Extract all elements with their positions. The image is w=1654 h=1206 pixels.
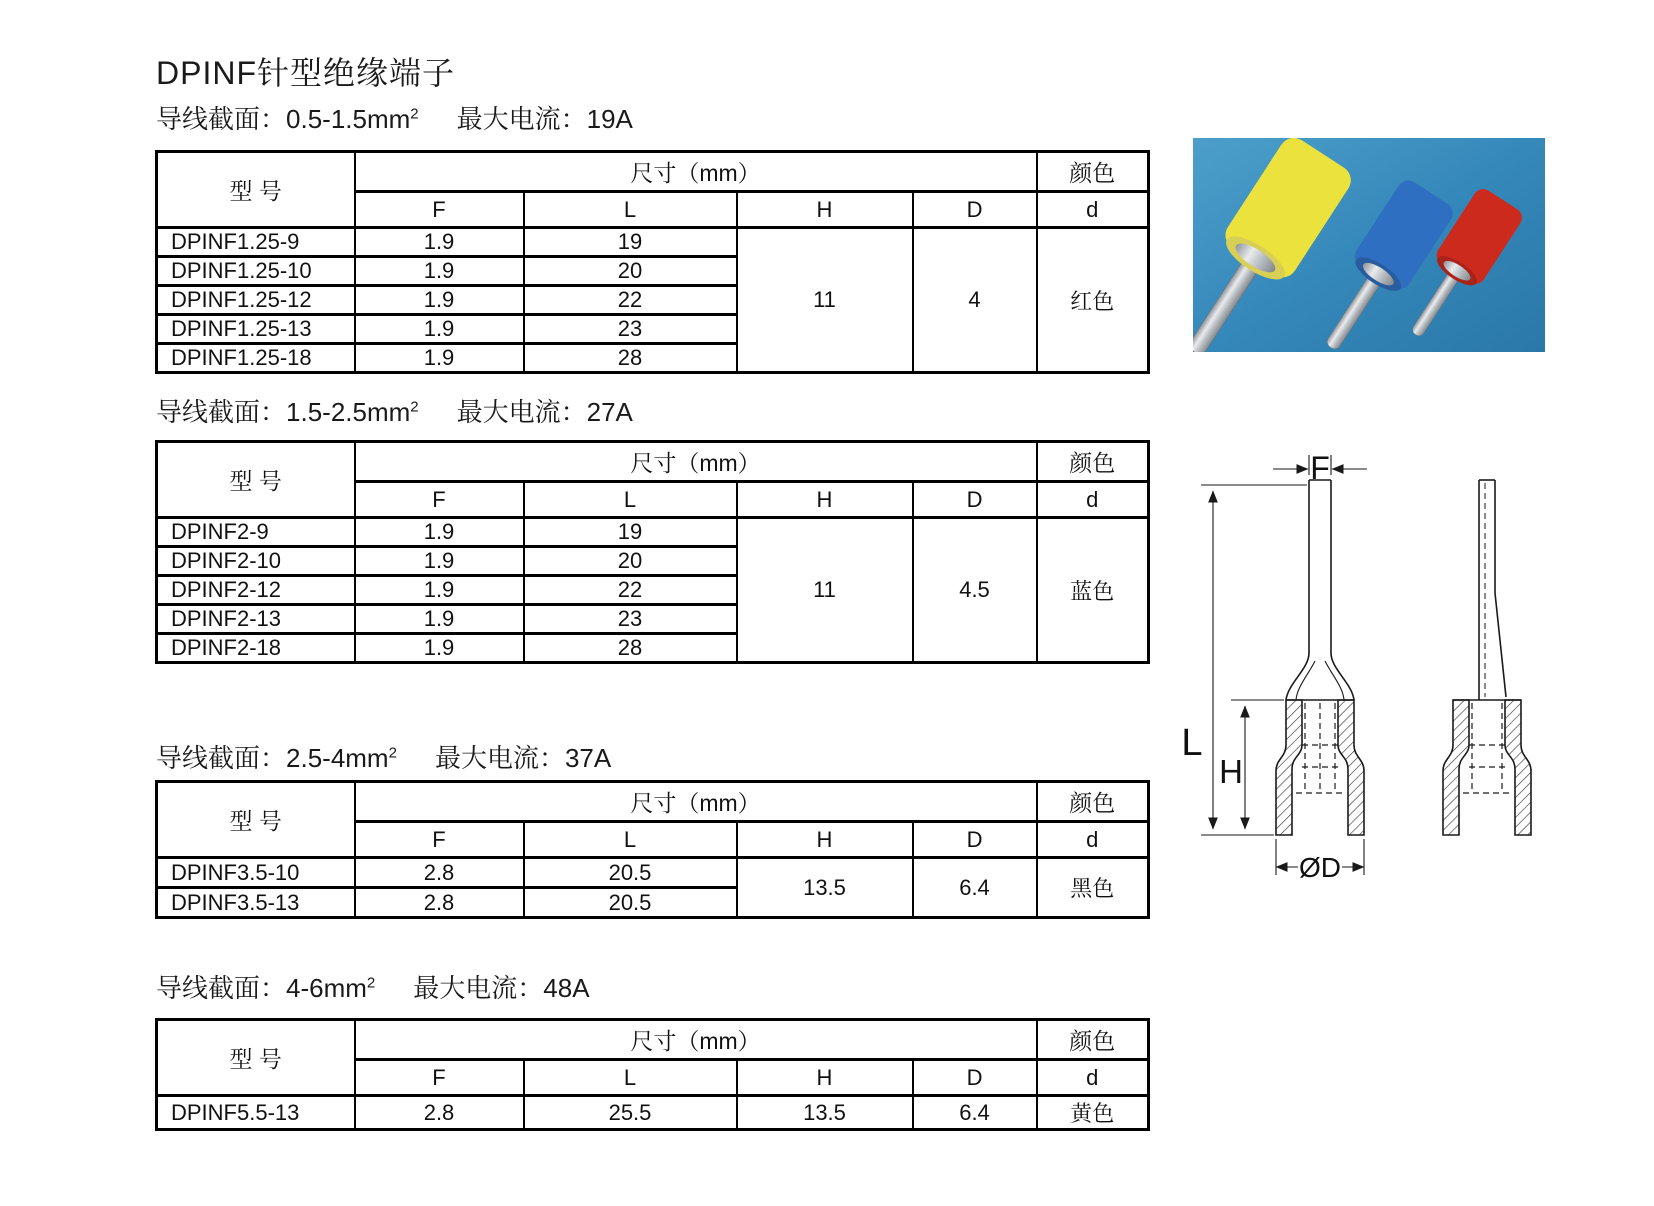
l-cell: 28 [524,344,737,373]
f-cell: 1.9 [355,286,524,315]
spec-table-1 [155,150,1150,374]
header-model: 型 号 [157,152,355,228]
header-D: D [913,822,1037,858]
f-cell: 1.9 [355,228,524,257]
wire-section-value: 2.5-4mm [286,743,389,773]
max-current-value: 37A [564,743,612,773]
l-cell: 20.5 [524,888,737,918]
label-F: F [1310,450,1330,486]
section-1-subtitle [156,99,633,136]
header-L: L [524,822,737,858]
d-merged-cell: 4.5 [913,518,1037,663]
l-cell: 25.5 [524,1096,737,1130]
l-cell: 19 [524,228,737,257]
header-H: H [737,1060,913,1096]
max-current-label: 最大电流： [434,743,565,773]
header-d-small: d [1037,192,1149,228]
model-cell: DPINF1.25-10 [157,257,355,286]
d-merged-cell: 6.4 [913,858,1037,918]
l-cell: 23 [524,605,737,634]
max-current-label: 最大电流： [413,973,544,1003]
color-merged-cell: 黑色 [1037,858,1149,918]
header-color: 颜色 [1037,442,1149,482]
header-dims: 尺寸（mm） [355,442,1037,482]
wire-section-label: 导线截面： [156,973,287,1003]
h-merged-cell: 11 [737,228,913,373]
max-current-value: 48A [543,973,590,1003]
wire-section-label: 导线截面： [156,104,287,134]
f-cell: 1.9 [355,344,524,373]
header-F: F [355,482,524,518]
header-dims: 尺寸（mm） [355,152,1037,192]
f-cell: 2.8 [355,888,524,918]
header-dims: 尺寸（mm） [355,782,1037,822]
f-cell: 1.9 [355,634,524,663]
l-cell: 22 [524,576,737,605]
section-2-subtitle [156,392,633,429]
section-4-subtitle [156,968,590,1005]
model-cell: DPINF3.5-13 [157,888,355,918]
header-d-small: d [1037,482,1149,518]
model-cell: DPINF1.25-12 [157,286,355,315]
header-dims: 尺寸（mm） [355,1020,1037,1060]
f-cell: 1.9 [355,257,524,286]
max-current-value: 19A [586,104,633,134]
wire-section-label: 导线截面： [156,397,287,427]
wire-section-label: 导线截面： [156,743,287,773]
table-row [157,518,1149,547]
l-cell: 20 [524,547,737,576]
superscript-2: 2 [388,744,397,762]
l-cell: 22 [524,286,737,315]
model-cell: DPINF2-9 [157,518,355,547]
color-merged-cell: 黄色 [1037,1096,1149,1130]
label-L: L [1181,722,1203,764]
table-row [157,228,1149,257]
model-cell: DPINF1.25-9 [157,228,355,257]
wire-section-value: 0.5-1.5mm [286,104,411,134]
model-cell: DPINF2-13 [157,605,355,634]
model-cell: DPINF1.25-13 [157,315,355,344]
model-cell: DPINF2-18 [157,634,355,663]
model-cell: DPINF2-10 [157,547,355,576]
header-color: 颜色 [1037,782,1149,822]
model-cell: DPINF1.25-18 [157,344,355,373]
model-cell: DPINF5.5-13 [157,1096,355,1130]
table-row [157,1096,1149,1130]
table-row [157,858,1149,888]
front-view [1276,480,1364,835]
l-cell: 23 [524,315,737,344]
f-cell: 2.8 [355,858,524,888]
header-L: L [524,482,737,518]
header-model: 型 号 [157,1020,355,1096]
label-H: H [1219,753,1243,790]
f-cell: 1.9 [355,518,524,547]
header-color: 颜色 [1037,1020,1149,1060]
f-cell: 1.9 [355,605,524,634]
color-merged-cell: 红色 [1037,228,1149,373]
header-d-small: d [1037,822,1149,858]
h-merged-cell: 13.5 [737,1096,913,1130]
model-cell: DPINF2-12 [157,576,355,605]
header-L: L [524,192,737,228]
header-d-small: d [1037,1060,1149,1096]
f-cell: 2.8 [355,1096,524,1130]
color-merged-cell: 蓝色 [1037,518,1149,663]
f-cell: 1.9 [355,547,524,576]
header-model: 型 号 [157,442,355,518]
f-cell: 1.9 [355,576,524,605]
model-cell: DPINF3.5-10 [157,858,355,888]
h-merged-cell: 13.5 [737,858,913,918]
l-cell: 20 [524,257,737,286]
max-current-label: 最大电流： [456,397,587,427]
header-H: H [737,192,913,228]
superscript-2: 2 [410,105,419,123]
header-model: 型 号 [157,782,355,858]
l-cell: 19 [524,518,737,547]
spec-table-2 [155,440,1150,664]
header-D: D [913,1060,1037,1096]
dimension-diagram [1135,445,1565,890]
d-merged-cell: 6.4 [913,1096,1037,1130]
wire-section-value: 1.5-2.5mm [286,397,411,427]
side-view [1443,480,1531,835]
section-3-subtitle [156,738,611,775]
superscript-2: 2 [410,398,419,416]
header-color: 颜色 [1037,152,1149,192]
max-current-value: 27A [586,397,633,427]
spec-table-4 [155,1018,1150,1131]
f-cell: 1.9 [355,315,524,344]
h-merged-cell: 11 [737,518,913,663]
header-L: L [524,1060,737,1096]
header-H: H [737,482,913,518]
page-title: DPINF针型绝缘端子 [156,55,456,91]
header-F: F [355,822,524,858]
header-F: F [355,1060,524,1096]
label-OD: ØD [1299,852,1341,883]
max-current-label: 最大电流： [456,104,587,134]
product-photo [1193,138,1545,352]
header-D: D [913,482,1037,518]
wire-section-value: 4-6mm [286,973,367,1003]
d-merged-cell: 4 [913,228,1037,373]
l-cell: 28 [524,634,737,663]
superscript-2: 2 [366,974,376,992]
l-cell: 20.5 [524,858,737,888]
spec-table-3 [155,780,1150,919]
header-H: H [737,822,913,858]
header-D: D [913,192,1037,228]
header-F: F [355,192,524,228]
